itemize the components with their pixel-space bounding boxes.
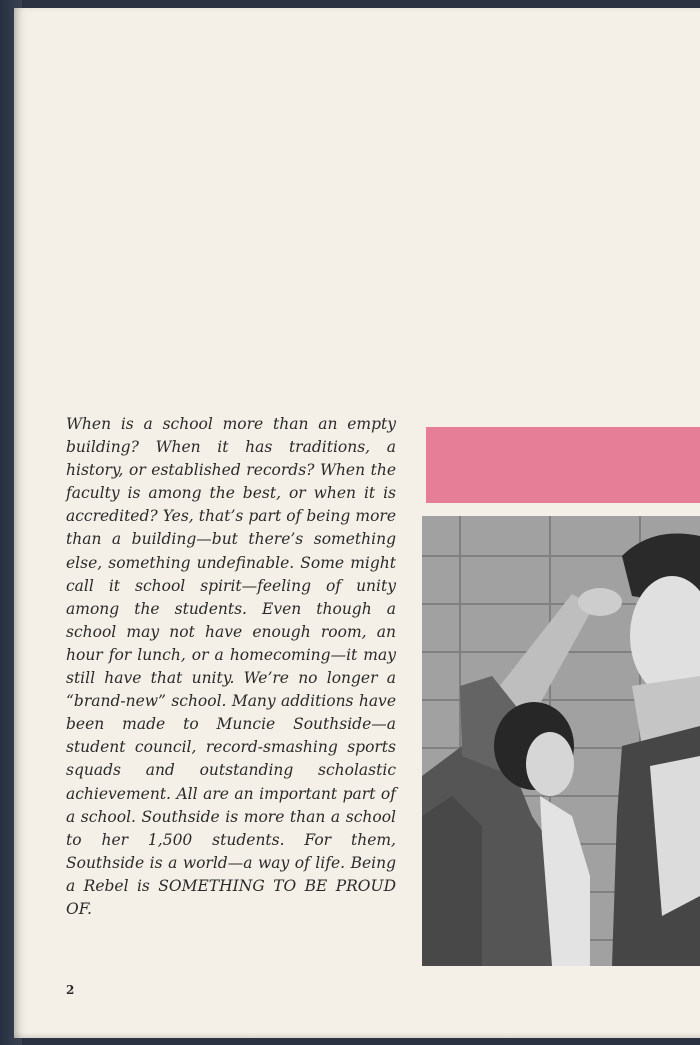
- students-photo-illustration: [422, 516, 700, 966]
- body-paragraph: When is a school more than an empty building? When it has traditions, a history, or established records? When the faculty is among the best, or when it is accredited? Yes, that’s part of being more than a building—but there’s something else, something undefinable. Some might call it school spirit—feeling of unity among the students. Even though a school may not have enough room, an hour for lunch, or a homecoming—it may still have that unity. We’re no longer a “brand-new” school. Many additions have been made to Muncie Southside—a student council, record-smashing sports squads and outstanding scholastic achievement. All are an important part of a school. Southside is more than a school to her 1,500 students. For them, Southside is a world—a way of life. Being a Rebel is SOMETHING TO BE PROUD OF.: [66, 415, 396, 918]
- yearbook-page: [14, 8, 700, 1038]
- pink-accent-band: [426, 427, 700, 503]
- page-number: 2: [66, 983, 75, 997]
- students-photo: [422, 516, 700, 966]
